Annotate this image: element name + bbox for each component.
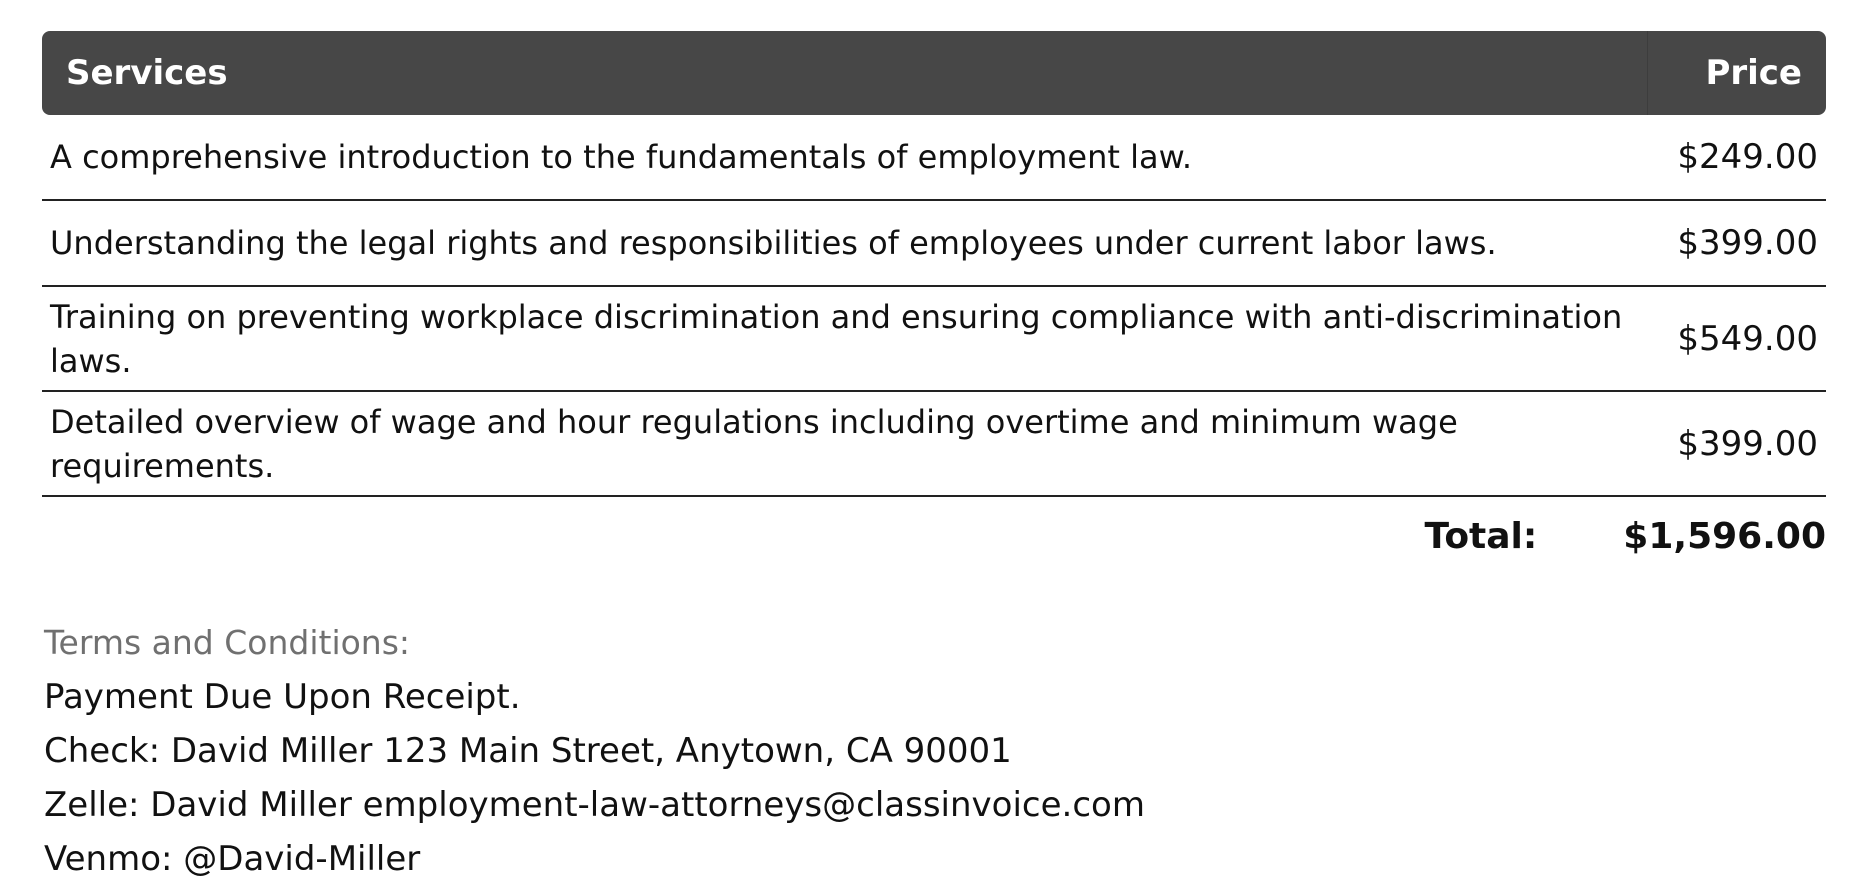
- terms-venmo: Venmo: @David-Miller: [44, 839, 421, 879]
- service-price: $399.00: [1648, 200, 1827, 286]
- service-price: $249.00: [1648, 115, 1827, 200]
- table-header: [42, 31, 1826, 115]
- total-value: $1,596.00: [1623, 516, 1826, 557]
- service-description: Understanding the legal rights and responsibilities of employees under current labor laws.: [42, 200, 1648, 286]
- terms-section: [44, 616, 1744, 886]
- price-column-header: Price: [1648, 31, 1827, 115]
- service-price: $399.00: [1648, 391, 1827, 496]
- table-body: [42, 115, 1826, 496]
- table-row: [42, 286, 1826, 391]
- total-label: Total:: [1424, 516, 1538, 557]
- services-column-header: Services: [42, 31, 1648, 115]
- service-description: A comprehensive introduction to the fundamentals of employment law.: [42, 115, 1648, 200]
- header-row: [42, 31, 1826, 115]
- table-row: [42, 200, 1826, 286]
- service-description: Training on preventing workplace discrimination and ensuring compliance with anti-discrimination laws.: [42, 286, 1648, 391]
- total-row: [1425, 516, 1826, 557]
- terms-payment-due: Payment Due Upon Receipt.: [44, 677, 521, 717]
- services-table: [42, 31, 1826, 497]
- service-price: $549.00: [1648, 286, 1827, 391]
- terms-title: Terms and Conditions:: [44, 623, 411, 662]
- table-row: [42, 115, 1826, 200]
- terms-check: Check: David Miller 123 Main Street, Anytown, CA 90001: [44, 731, 1012, 771]
- service-description: Detailed overview of wage and hour regulations including overtime and minimum wage requirements.: [42, 391, 1648, 496]
- terms-zelle: Zelle: David Miller employment-law-attorneys@classinvoice.com: [44, 785, 1145, 825]
- table-row: [42, 391, 1826, 496]
